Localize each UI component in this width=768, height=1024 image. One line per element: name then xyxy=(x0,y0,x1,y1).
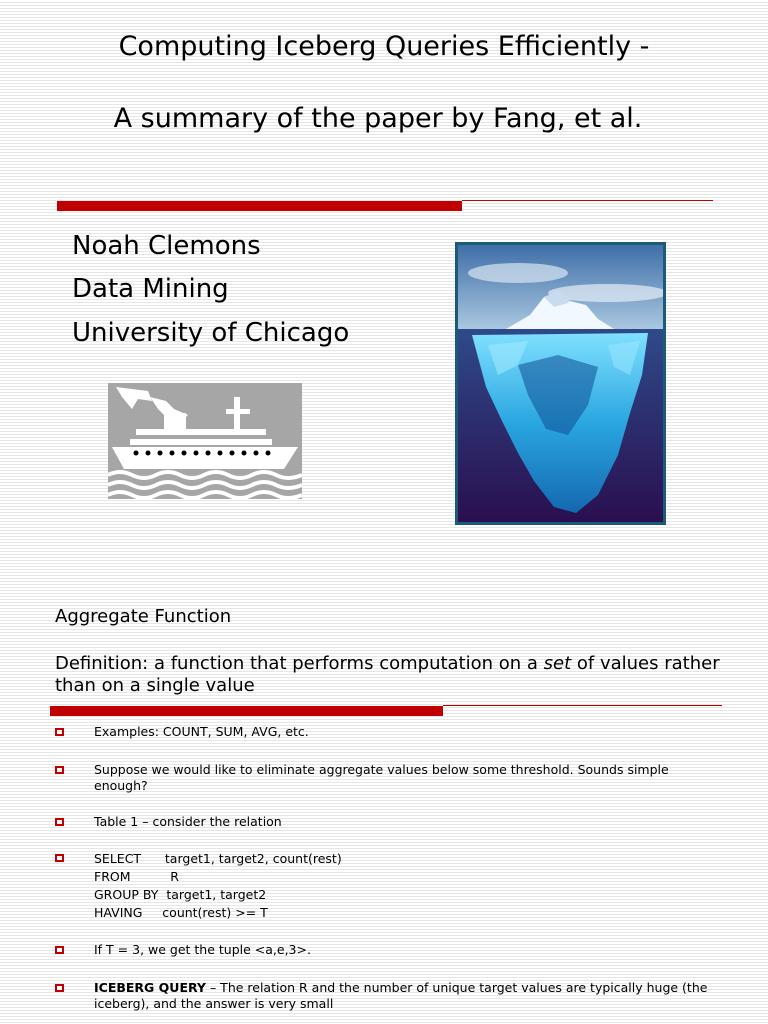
definition-before: Definition: a function that performs computation on a xyxy=(55,653,544,674)
section-divider-bold xyxy=(50,706,443,716)
bullet-item xyxy=(55,724,715,740)
section-divider-thin xyxy=(443,705,722,706)
slide-heading: Aggregate Function xyxy=(55,606,232,627)
ship-icon xyxy=(108,383,302,499)
author-name: Noah Clemons xyxy=(72,231,261,261)
sql-line-having: HAVING count(rest) >= T xyxy=(94,905,268,920)
bullet-item xyxy=(55,980,715,1012)
author-course: Data Mining xyxy=(72,274,229,304)
slide-title-line-1: Computing Iceberg Queries Efficiently - xyxy=(118,31,650,62)
definition-emphasis: set xyxy=(543,653,572,674)
bullet-text: Suppose we would like to eliminate aggregate values below some threshold. Sounds simple enough? xyxy=(94,762,669,793)
square-bullet-icon xyxy=(55,984,64,992)
sql-line-select: SELECT target1, target2, count(rest) xyxy=(94,851,342,866)
bullet-item xyxy=(55,762,715,794)
title-divider-bold xyxy=(57,201,462,211)
definition-text xyxy=(55,653,745,697)
bullet-bold-term: ICEBERG QUERY xyxy=(94,980,206,995)
slide-title-line-2: A summary of the paper by Fang, et al. xyxy=(113,103,643,134)
iceberg-image xyxy=(455,242,666,525)
sql-line-from: FROM R xyxy=(94,869,179,884)
square-bullet-icon xyxy=(55,728,64,736)
square-bullet-icon xyxy=(55,946,64,954)
square-bullet-icon xyxy=(55,766,64,774)
bullet-item xyxy=(55,814,715,830)
square-bullet-icon xyxy=(55,854,64,862)
bullet-text: Examples: COUNT, SUM, AVG, etc. xyxy=(94,724,309,739)
bullet-text: – The relation R and the number of unique target values are typically huge (the iceberg), and the answer is very small xyxy=(94,980,708,1011)
sql-line-group-by: GROUP BY target1, target2 xyxy=(94,887,267,902)
bullet-text: Table 1 – consider the relation xyxy=(94,814,282,829)
bullet-list xyxy=(55,724,715,1012)
title-divider-thin xyxy=(462,200,713,201)
definition-after: of values rather than on a single value xyxy=(55,653,720,696)
author-university: University of Chicago xyxy=(72,318,350,348)
bullet-text: If T = 3, we get the tuple <a,e,3>. xyxy=(94,942,311,957)
square-bullet-icon xyxy=(55,818,64,826)
bullet-item xyxy=(55,942,715,958)
bullet-item-sql xyxy=(55,850,715,922)
